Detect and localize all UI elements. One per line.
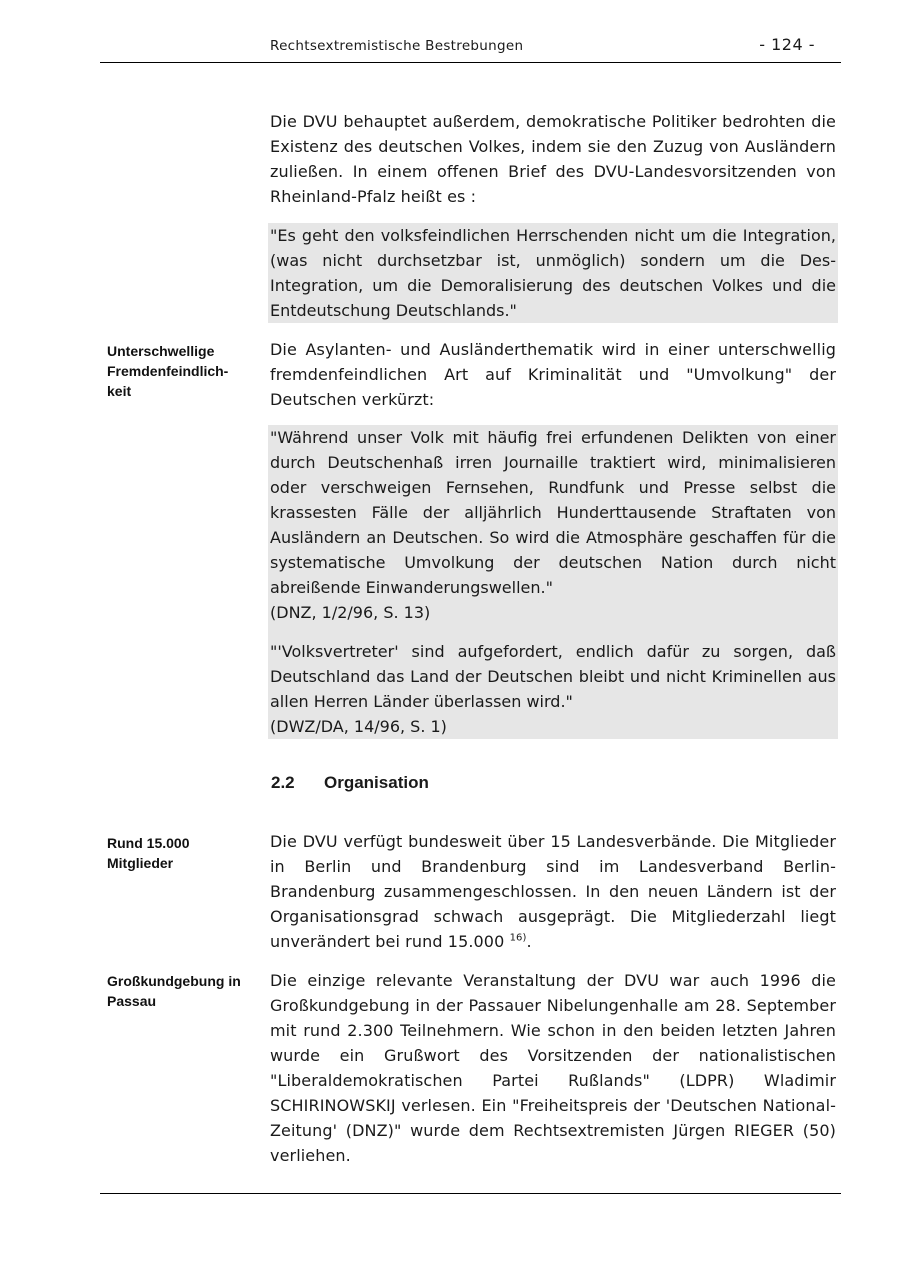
quote-umvolkung: [268, 425, 838, 739]
side-note-line: Fremdenfeindlich-: [107, 363, 229, 379]
quote-umvolkung-text: "Während unser Volk mit häufig frei erfundenen Delikten von einer durch Deutschenhaß irren Journaille traktiert wird, minimalisieren oder verschweigen Fernsehen, Rundfunk und Presse selbst die krassesten Fälle der alljährlich Hunderttausende Straftaten von Ausländern an Deutschen. So wird die Atmosphäre geschaffen für die systematische Umvolkung der deutschen Nation durch nicht abreißende Einwanderungswellen.": [270, 428, 836, 597]
header-title: Rechtsextremistische Bestrebungen: [270, 38, 524, 54]
side-note-line: Passau: [107, 993, 157, 1009]
paragraph-dvu-claims: Die DVU behauptet außerdem, demokratische Politiker bedrohten die Existenz des deutschen Volkes, indem sie den Zuzug von Ausländern zuließen. In einem offenen Brief des DVU-Landesvorsitzenden von Rheinland-Pfalz heißt es :: [270, 112, 836, 206]
side-note-grosskundgebung: [107, 971, 262, 1011]
side-note-mitglieder: [107, 833, 262, 873]
section-title: Organisation: [324, 773, 429, 792]
footer-rule: [100, 1193, 841, 1194]
page-number: - 124 -: [759, 35, 815, 54]
page-header: [100, 34, 841, 63]
quote-spacer: [270, 625, 836, 639]
side-note-fremdenfeindlichkeit: [107, 341, 262, 401]
paragraph-organisation-end: .: [526, 932, 532, 951]
side-note-line: Rund 15.000: [107, 835, 190, 851]
paragraph-organisation: [270, 829, 836, 954]
section-number: 2.2: [271, 773, 295, 792]
section-heading: [271, 773, 429, 793]
quote-integration-text: "Es geht den volksfeindlichen Herrschenden nicht um die Integration, (was nicht durchsetzbar ist, unmöglich) sondern um die Des-Integration, um die Demoralisierung des deutschen Volkes und die Entdeutschung Deutschlands.": [270, 226, 836, 320]
quote-source: (DWZ/DA, 14/96, S. 1): [270, 717, 447, 736]
paragraph-grosskundgebung: Die einzige relevante Veranstaltung der DVU war auch 1996 die Großkundgebung in der Passauer Nibelungenhalle am 28. September mit rund 2.300 Teilnehmern. Wie schon in den beiden letzten Jahren wurde ein Grußwort des Vorsitzenden der nationalistischen "Liberaldemokratischen Partei Rußlands" (LDPR) Wladimir SCHIRINOWSKIJ verlesen. Ein "Freiheitspreis der 'Deutschen National-Zeitung' (DNZ)" wurde dem Rechtsextremisten Jürgen RIEGER (50) verliehen.: [270, 971, 836, 1165]
side-note-line: Großkundgebung in: [107, 973, 241, 989]
side-note-line: Unterschwellige: [107, 343, 215, 359]
quote-volksvertreter-text: "'Volksvertreter' sind aufgefordert, endlich dafür zu sorgen, daß Deutschland das Land der Deutschen bleibt und nicht Kriminellen aus allen Herren Länder überlassen wird.": [270, 642, 836, 711]
quote-integration: [268, 223, 838, 323]
footnote-marker: 16): [509, 932, 527, 944]
paragraph-organisation-text: Die DVU verfügt bundesweit über 15 Landesverbände. Die Mitglieder in Berlin und Brandenburg sind im Landesverband Berlin-Brandenburg zusammengeschlossen. In den neuen Ländern ist der Organisationsgrad schwach ausgeprägt. Die Mitgliederzahl liegt unverändert bei rund 15.000: [270, 832, 836, 951]
paragraph-auslaenderthematik: Die Asylanten- und Ausländerthematik wird in einer unterschwellig fremdenfeindlichen Art auf Kriminalität und "Umvolkung" der Deutschen verkürzt:: [270, 340, 836, 409]
quote-source: (DNZ, 1/2/96, S. 13): [270, 603, 431, 622]
side-note-line: Mitglieder: [107, 855, 174, 871]
side-note-line: keit: [107, 383, 132, 399]
